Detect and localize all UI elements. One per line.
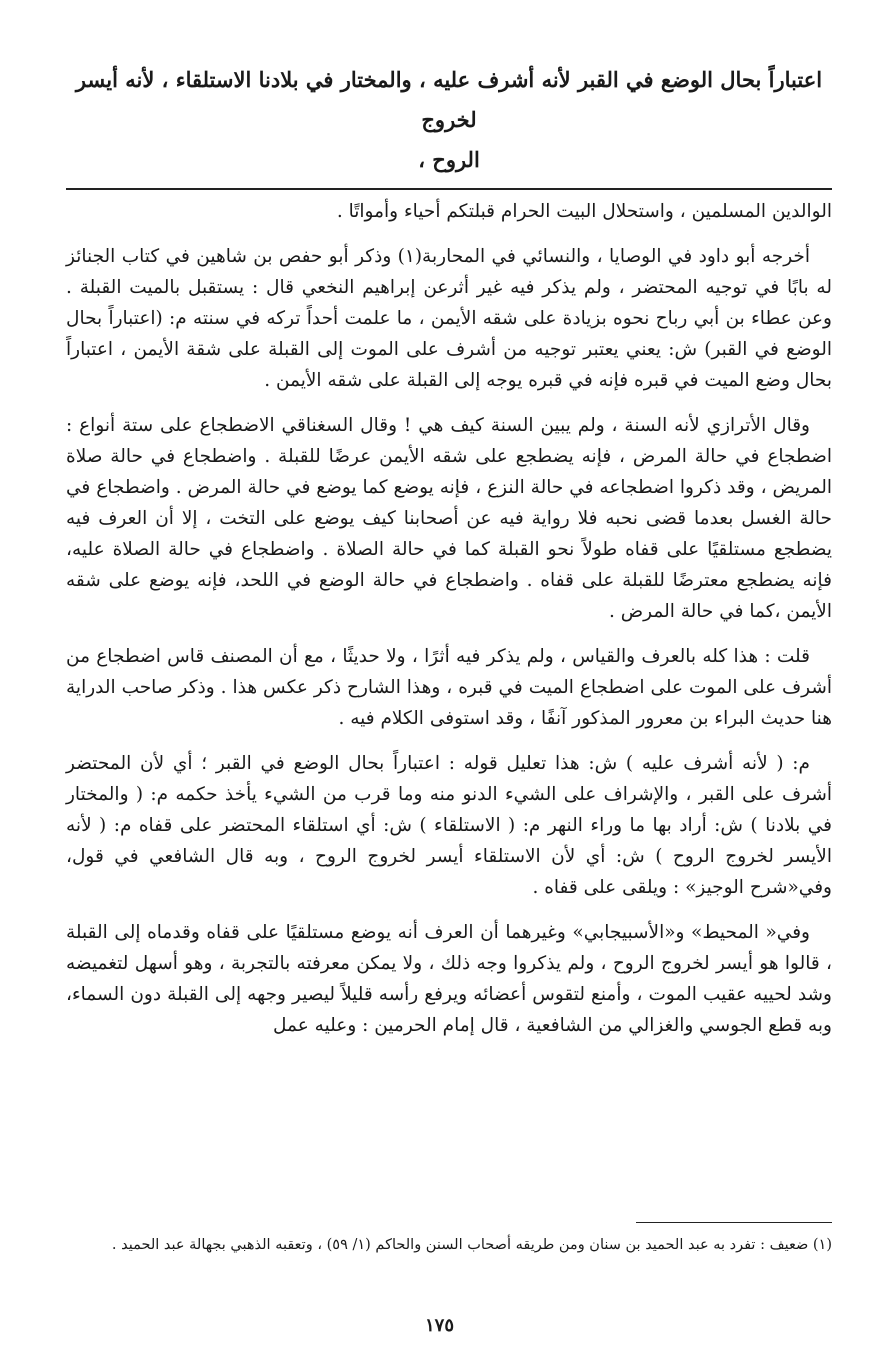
header-line-1: اعتباراً بحال الوضع في القبر لأنه أشرف عليه ، والمختار في بلادنا الاستلقاء ، لأنه أيسر لخروج bbox=[75, 67, 823, 132]
page-content bbox=[66, 60, 832, 1055]
footnote: (١) ضعيف : تفرد به عبد الحميد بن سنان ومن طريقه أصحاب السنن والحاكم (١/ ٥٩) ، وتعقبه الذهبي بجهالة عبد الحميد . bbox=[111, 1237, 832, 1253]
header-line-2: الروح ، bbox=[418, 147, 480, 172]
paragraph: وقال الأترازي لأنه السنة ، ولم يبين السنة كيف هي ! وقال السغناقي الاضطجاع على ستة أنواع : اضطجاع في حالة المرض ، فإنه يضطجع على شقه الأيمن عرضًا للقبلة . واضطجاع في حالة صلاة المريض ، وقد ذكروا اضطجاعه في حالة النزع ، فإنه يوضع كما يوضع في حالة المرض . واضطجاع في حالة الغسل بعدما قضى نحبه فلا رواية فيه عن أصحابنا كيف يوضع على التخت ، إلا أن العرف فيه يضطجع مستلقيًا على قفاه طولاً نحو القبلة كما في حالة الصلاة . واضطجاع في حالة الصلاة عليه، فإنه يضطجع معترضًا للقبلة على قفاه . واضطجاع في حالة الوضع في اللحد، فإنه يوضع على شقه الأيمن ،كما في حالة المرض . bbox=[66, 415, 832, 622]
commentary-body bbox=[66, 196, 832, 1041]
paragraph: قلت : هذا كله بالعرف والقياس ، ولم يذكر فيه أثرًا ، ولا حديثًا ، مع أن المصنف قاس اضطجاع من أشرف على الموت على اضطجاع الميت في قبره ، وهذا الشارح ذكر عكس هذا . وذكر صاحب الدراية هنا حديث البراء بن معرور المذكور آنفًا ، وقد استوفى الكلام فيه . bbox=[66, 646, 832, 729]
footnote-divider bbox=[636, 1222, 832, 1223]
matn-header bbox=[66, 60, 832, 180]
paragraph: أخرجه أبو داود في الوصايا ، والنسائي في المحاربة(١) وذكر أبو حفص بن شاهين في كتاب الجنائز له بابًا في توجيه المحتضر ، ولم يذكر فيه غير أثرعن إبراهيم النخعي قال : يستقبل بالميت القبلة . وعن عطاء بن أبي رباح نحوه بزيادة على شقه الأيمن ، ما علمت أحداً تركه في سنته م: (اعتباراً بحال الوضع في القبر) ش: يعني يعتبر توجيه من أشرف على الموت إلى القبلة على شقة الأيمن ، اعتباراً بحال وضع الميت في قبره فإنه في قبره يوجه إلى القبلة على شقه الأيمن . bbox=[66, 246, 832, 391]
paragraph: وفي« المحيط» و«الأسبيجابي» وغيرهما أن العرف أنه يوضع مستلقيًا على قفاه وقدماه إلى القبلة ، قالوا هو أيسر لخروج الروح ، ولم يذكروا وجه ذلك ، ولا يمكن معرفته بالتجربة ، وهو أسهل لتغميضه وشد لحييه عقيب الموت ، وأمنع لتقوس أعضائه ويرفع رأسه قليلاً ليصير وجهه إلى القبلة دون السماء، وبه قطع الجوسي والغزالي من الشافعية ، قال إمام الحرمين : وعليه عمل bbox=[66, 922, 832, 1036]
page-number: ١٧٥ bbox=[424, 1315, 454, 1336]
paragraph: الوالدين المسلمين ، واستحلال البيت الحرام قبلتكم أحياء وأمواتًا . bbox=[336, 201, 832, 222]
header-divider bbox=[66, 188, 832, 190]
paragraph: م: ( لأنه أشرف عليه ) ش: هذا تعليل قوله : اعتباراً بحال الوضع في القبر ؛ أي لأن المحتضر أشرف على القبر ، والإشراف على الشيء الدنو منه وما قرب من الشيء يأخذ حكمه م: ( والمختار في بلادنا ) ش: أراد بها ما وراء النهر م: ( الاستلقاء ) ش: أي استلقاء المحتضر على قفاه م: ( لأنه الأيسر لخروج الروح ) ش: أي لأن الاستلقاء أيسر لخروج الروح ، وبه قال الشافعي في قول، وفي«شرح الوجيز» : ويلقى على قفاه . bbox=[66, 753, 832, 898]
